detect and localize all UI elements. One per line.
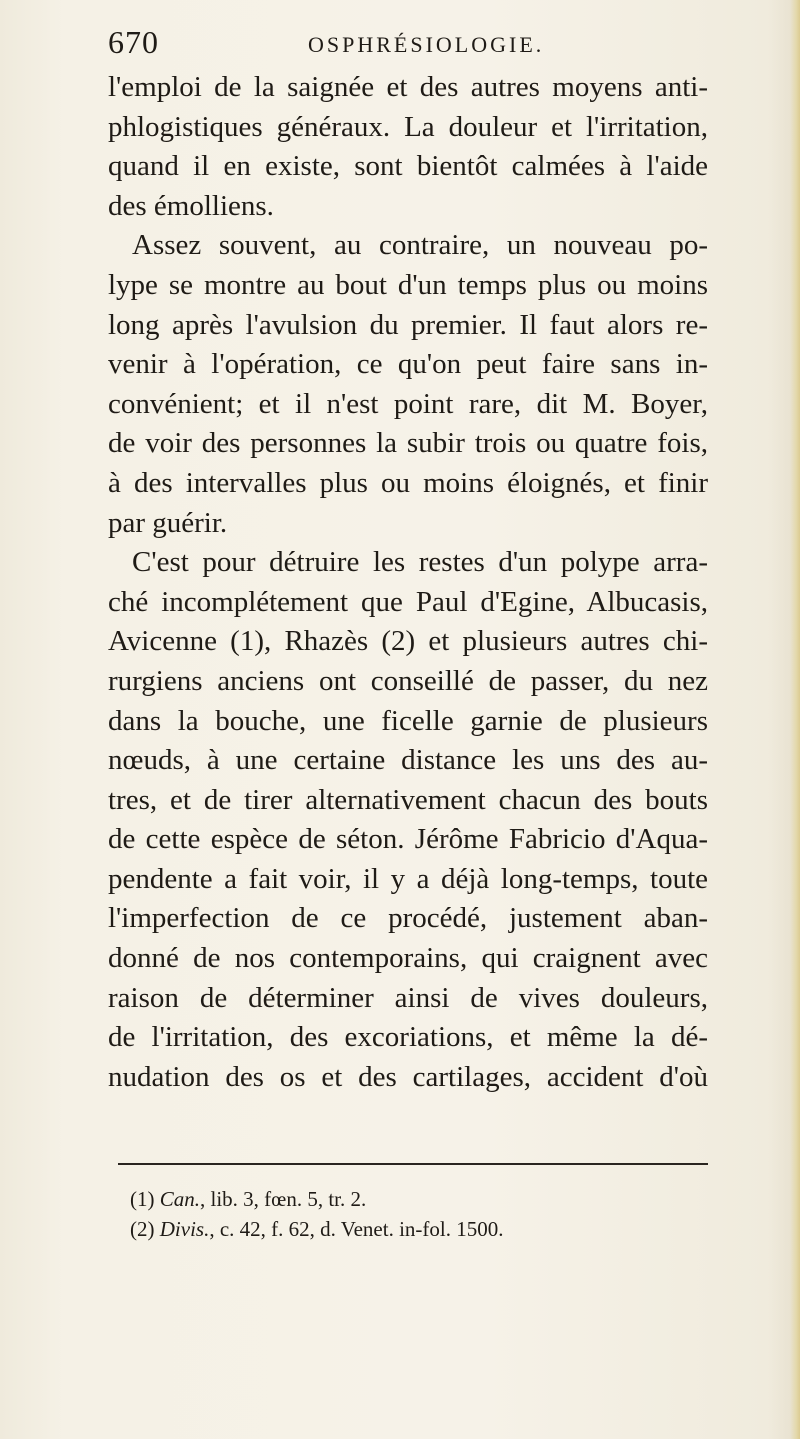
footnote-source: Divis.	[159, 1217, 210, 1241]
text-line: quand il en existe, sont bientôt calmées à l'aide	[108, 150, 708, 183]
footnote-2	[130, 1214, 710, 1244]
text-line: l'emploi de la saignée et des autres moyens anti-	[108, 71, 708, 103]
footnote-source: Can.	[159, 1187, 201, 1211]
text-line: des émolliens.	[108, 189, 274, 222]
footnotes	[130, 1184, 710, 1244]
text-line: raison de déterminer ainsi de vives douleurs,	[108, 981, 708, 1014]
text-line: de voir des personnes la subir trois ou quatre fois,	[108, 427, 708, 460]
text-line: long après l'avulsion du premier. Il faut alors re-	[108, 308, 708, 341]
page-edge-shadow	[790, 0, 800, 1439]
text-line: convénient; et il n'est point rare, dit M. Boyer,	[108, 387, 708, 420]
text-line: donné de nos contemporains, qui craignent avec	[108, 942, 708, 975]
text-line: à des intervalles plus ou moins éloignés, et finir	[108, 466, 708, 499]
running-title: OSPHRÉSIOLOGIE.	[308, 32, 545, 57]
page-number: 670	[108, 24, 159, 60]
text-line: de l'irritation, des excoriations, et même la dé-	[108, 1021, 708, 1054]
footnote-marker: (1)	[130, 1187, 155, 1211]
text-line: rurgiens anciens ont conseillé de passer, du nez	[108, 664, 708, 697]
page-header	[108, 18, 708, 68]
text-line: ché incomplétement que Paul d'Egine, Albucasis,	[108, 585, 708, 618]
text-line: venir à l'opération, ce qu'on peut faire sans in-	[108, 348, 708, 381]
text-line: de cette espèce de séton. Jérôme Fabricio d'Aqua-	[108, 823, 708, 856]
text-line: dans la bouche, une ficelle garnie de plusieurs	[108, 704, 708, 737]
footnote-1	[130, 1184, 710, 1214]
footnote-reference: , lib. 3, fœn. 5, tr. 2.	[200, 1187, 367, 1211]
footnote-reference: , c. 42, f. 62, d. Venet. in-fol. 1500.	[209, 1217, 504, 1241]
text-line: par guérir.	[108, 506, 228, 539]
body-text	[108, 68, 708, 1097]
text-line: phlogistiques généraux. La douleur et l'irritation,	[108, 110, 708, 143]
text-line: C'est pour détruire les restes d'un polype arra-	[132, 546, 708, 579]
text-line: Avicenne (1), Rhazès (2) et plusieurs autres chi-	[108, 625, 708, 658]
text-line: nœuds, à une certaine distance les uns des au-	[108, 744, 708, 777]
text-line: l'imperfection de ce procédé, justement aban-	[108, 902, 708, 935]
text-line: Assez souvent, au contraire, un nouveau po-	[132, 229, 708, 262]
footnote-rule	[118, 1163, 708, 1165]
footnote-marker: (2)	[130, 1217, 155, 1241]
text-line: pendente a fait voir, il y a déjà long-temps, toute	[108, 862, 708, 895]
text-line: tres, et de tirer alternativement chacun des bouts	[108, 783, 708, 816]
text-line: lype se montre au bout d'un temps plus ou moins	[108, 268, 708, 301]
text-line: nudation des os et des cartilages, accident d'où	[108, 1060, 708, 1093]
